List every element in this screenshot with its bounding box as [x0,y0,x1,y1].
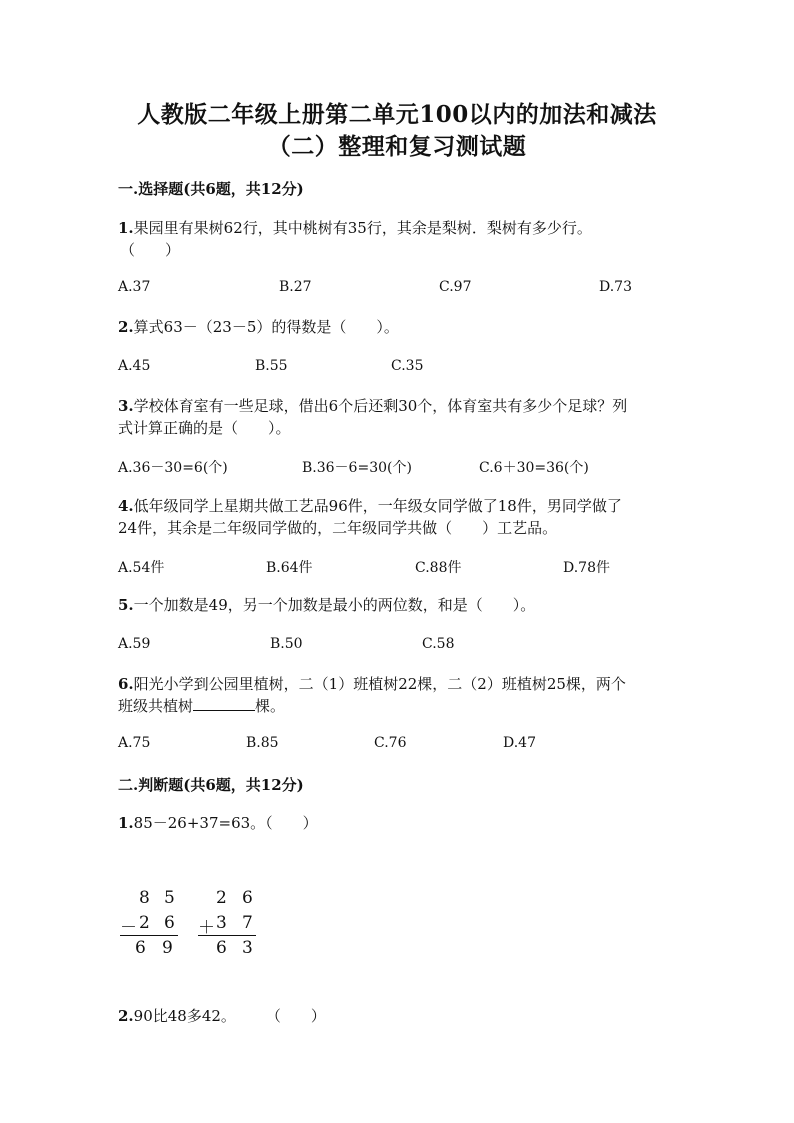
judgement-question-1 [118,812,318,834]
page-title-line1: 人教版二年级上册第二单元100以内的加法和减法 [137,101,657,128]
question-text-cont: 班级共植树 [118,697,194,715]
question-number: 6. [118,675,134,693]
calc-digit: 6 [164,913,175,933]
question-number: 2. [118,318,134,336]
option-d: D.47 [503,735,536,751]
option-b: B.64件 [266,560,313,576]
option-a: A.54件 [118,560,165,576]
question-6 [118,673,698,717]
question-text: 学校体育室有一些足球，借出6个后还剩30个，体育室共有多少个足球？列 [133,397,628,415]
question-3 [118,395,698,439]
question-2 [118,316,698,338]
question-text: 算式63－（23－5）的得数是（ ）。 [133,318,399,336]
option-a: A.59 [118,636,151,652]
question-text: 90比48多42。 （ ） [133,1007,326,1025]
option-b: B.27 [279,279,312,295]
question-text-cont: 24件，其余是二年级同学做的，二年级同学共做（ ）工艺品。 [118,519,558,537]
option-c: C.88件 [415,560,462,576]
question-number: 3. [118,397,134,415]
question-number: 5. [118,596,134,614]
option-a: A.36－30=6(个) [118,460,228,476]
option-c: C.97 [439,279,472,295]
vertical-calculation [118,888,278,968]
question-1 [118,217,698,261]
question-number: 4. [118,497,134,515]
calc-operator-minus: － [120,918,137,938]
question-text: 低年级同学上星期共做工艺品96件，一年级女同学做了18件，男同学做了 [133,497,622,515]
option-c: C.76 [374,735,407,751]
judgement-question-2 [118,1005,326,1027]
calc-digit: 2 [139,913,150,933]
calc-digit: 8 [139,888,150,908]
calc-operator-plus: ＋ [198,918,215,938]
calc-digit: 3 [242,938,253,958]
question-number: 1. [118,219,134,237]
calc-digit: 3 [216,913,227,933]
question-text: 果园里有果树62行，其中桃树有35行，其余是梨树．梨树有多少行。 [133,219,592,237]
question-paren: （ ） [120,241,181,259]
question-text: 85－26+37=63。（ ） [133,814,318,832]
question-text-tail: 棵。 [255,697,286,715]
calc-digit: 6 [216,938,227,958]
answer-blank[interactable] [193,696,255,711]
calc-rule [198,935,256,936]
option-d: D.73 [599,279,632,295]
page-title-line2: （二）整理和复习测试题 [267,133,527,160]
calc-digit: 9 [162,938,173,958]
question-text: 阳光小学到公园里植树，二（1）班植树22棵，二（2）班植树25棵，两个 [133,675,626,693]
option-a: A.45 [118,358,151,374]
question-5 [118,594,698,616]
option-c: C.35 [391,358,424,374]
option-a: A.75 [118,735,151,751]
question-4 [118,495,698,539]
option-d: D.78件 [563,560,610,576]
question-number: 2. [118,1007,134,1025]
calc-digit: 2 [216,888,227,908]
calc-digit: 6 [242,888,253,908]
option-b: B.50 [270,636,303,652]
option-b: B.55 [255,358,288,374]
option-c: C.6＋30=36(个) [479,460,589,476]
section-heading-choice: 一.选择题(共6题，共12分) [118,180,304,198]
calc-digit: 5 [164,888,175,908]
option-b: B.85 [246,735,279,751]
option-a: A.37 [118,279,151,295]
option-c: C.58 [422,636,455,652]
calc-rule [120,935,178,936]
calc-digit: 6 [135,938,146,958]
section-heading-judgement: 二.判断题(共6题，共12分) [118,776,304,794]
question-text-cont: 式计算正确的是（ ）。 [118,419,291,437]
question-text: 一个加数是49，另一个加数是最小的两位数，和是（ ）。 [133,596,536,614]
calc-digit: 7 [242,913,253,933]
option-b: B.36－6=30(个) [302,460,412,476]
question-number: 1. [118,814,134,832]
